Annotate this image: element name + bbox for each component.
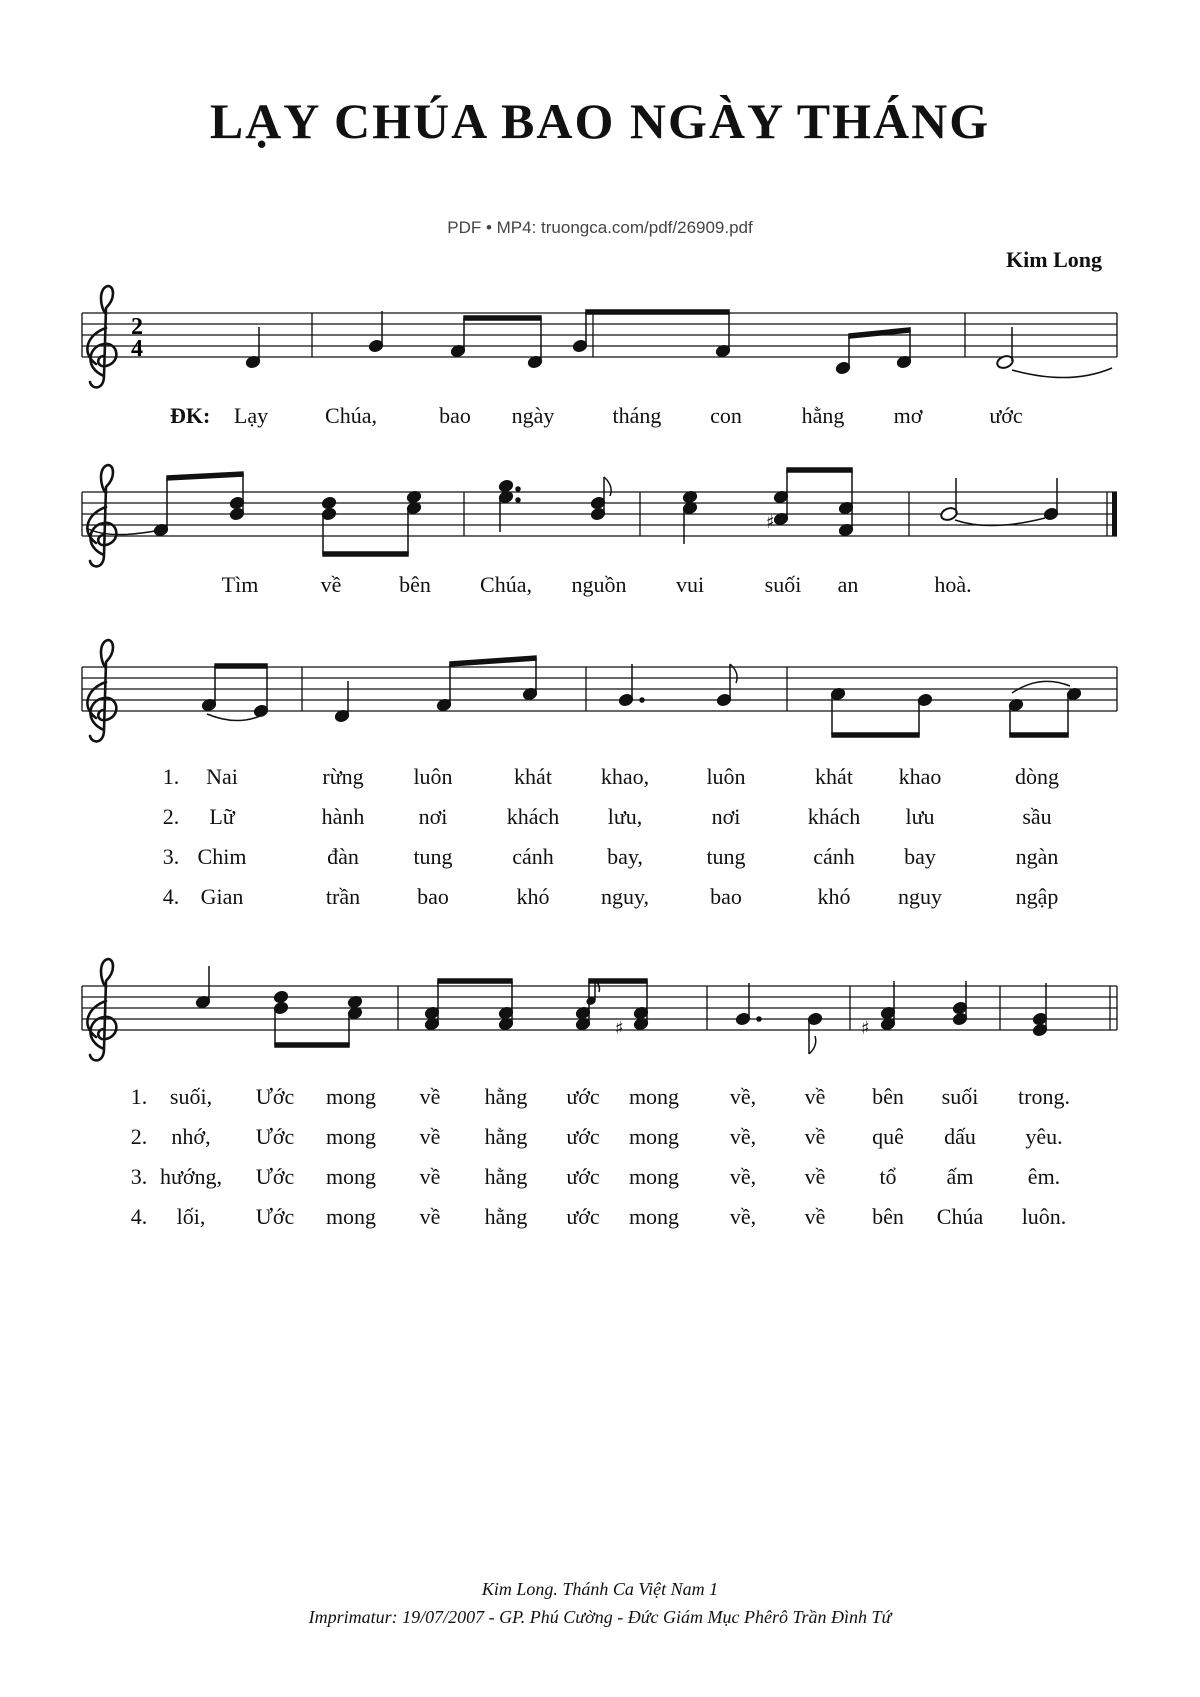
composer-name: Kim Long: [1006, 247, 1102, 272]
footer: [0, 1575, 1200, 1631]
lyric-word: nơi: [711, 804, 741, 829]
footer-imprimatur: Imprimatur: 19/07/2007 - GP. Phú Cường - Đức Giám Mục Phêrô Trần Đình Tứ: [308, 1607, 892, 1627]
lyric-word: về,: [729, 1084, 757, 1109]
lyric-word: về: [419, 1084, 441, 1109]
lyric-word: về: [804, 1164, 826, 1189]
lyric-word: cánh: [512, 844, 554, 869]
lyric-word: an: [837, 572, 859, 597]
lyric-word: trần: [325, 884, 361, 909]
lyric-word: suối: [941, 1084, 979, 1109]
treble-clef-2: [87, 465, 116, 566]
lyric-word: bay: [904, 844, 936, 869]
lyric-word: bên: [872, 1204, 904, 1229]
lyric-word: êm.: [1027, 1164, 1061, 1189]
lyric-word: Ước: [255, 1124, 295, 1149]
lyric-word: ước: [566, 1084, 600, 1109]
lyric-word: Lạy: [233, 403, 269, 428]
lyric-word: bay,: [607, 844, 643, 869]
lyric-word: ước: [566, 1204, 600, 1229]
treble-clef-3: [87, 640, 116, 741]
lyric-word: suối,: [169, 1084, 213, 1109]
lyric-word: lối,: [176, 1204, 206, 1229]
lyric-word: về: [320, 572, 342, 597]
lyric-word: mơ: [893, 403, 923, 428]
svg-text:♯: ♯: [766, 512, 775, 533]
source-link[interactable]: PDF • MP4: truongca.com/pdf/26909.pdf: [447, 218, 753, 237]
verse-number: 2.: [162, 804, 180, 829]
lyric-word: tung: [706, 844, 746, 869]
lyric-word: mong: [325, 1084, 377, 1109]
lyric-word: về: [419, 1164, 441, 1189]
treble-clef-1: [87, 286, 116, 387]
lyric-word: vui: [675, 572, 705, 597]
lyric-word: mong: [325, 1204, 377, 1229]
notes-system-4: [195, 966, 1048, 1054]
refrain-label: ĐK:: [170, 403, 211, 428]
lyric-word: đàn: [327, 844, 359, 869]
lyric-word: hướng,: [159, 1164, 223, 1189]
lyric-word: trong.: [1018, 1084, 1070, 1109]
lyric-word: mong: [628, 1084, 680, 1109]
lyric-word: Tìm: [221, 572, 259, 597]
verse-number: 1.: [130, 1084, 148, 1109]
lyric-word: nơi: [418, 804, 448, 829]
lyric-word: khát: [514, 764, 552, 789]
lyric-word: ước: [989, 403, 1023, 428]
time-sig-top: 2: [131, 314, 143, 340]
lyric-word: quê: [872, 1124, 904, 1149]
lyric-word: con: [710, 403, 742, 428]
lyric-word: khao: [898, 764, 942, 789]
lyric-word: về: [419, 1204, 441, 1229]
lyric-word: về,: [729, 1124, 757, 1149]
lyric-word: hằng: [484, 1124, 528, 1149]
lyric-word: bên: [399, 572, 431, 597]
lyric-word: nhớ,: [171, 1124, 211, 1149]
lyric-word: ước: [566, 1164, 600, 1189]
lyric-word: luôn: [706, 764, 746, 789]
lyric-word: tổ: [879, 1164, 897, 1189]
lyric-word: mong: [325, 1124, 377, 1149]
staff-system-1: [82, 313, 1117, 357]
lyric-word: dòng: [1015, 764, 1059, 789]
lyric-word: Lữ: [209, 804, 235, 829]
svg-text:♯: ♯: [615, 1018, 624, 1039]
lyric-word: khách: [506, 804, 560, 829]
lyric-word: bao: [417, 884, 449, 909]
lyric-word: mong: [628, 1164, 680, 1189]
staff-system-3: [82, 667, 1117, 711]
lyric-word: khó: [817, 884, 851, 909]
verse-number: 4.: [130, 1204, 148, 1229]
song-title: LẠY CHÚA BAO NGÀY THÁNG: [209, 93, 991, 149]
verse-number: 3.: [130, 1164, 148, 1189]
lyric-word: bên: [872, 1084, 904, 1109]
lyric-word: Chúa: [936, 1204, 984, 1229]
lyric-word: về: [804, 1204, 826, 1229]
lyric-word: Ước: [255, 1204, 295, 1229]
lyric-word: Chim: [197, 844, 247, 869]
lyric-word: hành: [321, 804, 365, 829]
lyric-word: dấu: [944, 1124, 976, 1149]
verse-number: 3.: [162, 844, 180, 869]
lyric-word: hằng: [801, 403, 845, 428]
lyric-word: lưu: [905, 804, 935, 829]
lyric-word: Ước: [255, 1084, 295, 1109]
lyric-word: ngàn: [1015, 844, 1059, 869]
notes-system-3: [201, 656, 1082, 737]
lyric-word: sầu: [1022, 804, 1052, 829]
lyric-word: rừng: [322, 764, 364, 789]
lyric-word: luôn.: [1021, 1204, 1067, 1229]
lyric-word: Ước: [255, 1164, 295, 1189]
lyric-word: khách: [807, 804, 861, 829]
notes-system-2: [86, 468, 1059, 556]
svg-text:♯: ♯: [861, 1018, 870, 1039]
lyric-word: hằng: [484, 1204, 528, 1229]
lyric-word: tung: [413, 844, 453, 869]
lyric-word: Chúa,: [480, 572, 532, 597]
lyric-word: nguy,: [600, 884, 650, 909]
footer-source: Kim Long. Thánh Ca Việt Nam 1: [481, 1579, 719, 1599]
lyric-word: hằng: [484, 1084, 528, 1109]
lyric-word: bao: [439, 403, 471, 428]
lyric-word: suối: [764, 572, 802, 597]
lyric-word: về: [419, 1124, 441, 1149]
lyric-word: về: [804, 1124, 826, 1149]
lyric-word: tháng: [612, 403, 662, 428]
notes-system-1: [245, 310, 1112, 378]
lyric-word: hoà.: [934, 572, 972, 597]
lyric-word: ấm: [946, 1164, 974, 1189]
lyric-word: yêu.: [1025, 1124, 1063, 1149]
lyric-word: về: [804, 1084, 826, 1109]
lyric-word: Nai: [206, 764, 238, 789]
lyric-word: về,: [729, 1204, 757, 1229]
lyric-word: Gian: [200, 884, 244, 909]
lyric-word: lưu,: [607, 804, 643, 829]
lyric-word: ngày: [511, 403, 555, 428]
lyric-word: khó: [516, 884, 550, 909]
lyric-word: cánh: [813, 844, 855, 869]
lyric-word: nguy: [898, 884, 942, 909]
verse-number: 4.: [162, 884, 180, 909]
lyric-word: bao: [710, 884, 742, 909]
verse-a-lyrics: [0, 764, 1200, 924]
lyric-word: luôn: [413, 764, 453, 789]
lyric-word: Chúa,: [325, 403, 377, 428]
lyric-word: khát: [815, 764, 853, 789]
lyric-word: mong: [628, 1204, 680, 1229]
lyric-word: ngập: [1015, 884, 1059, 909]
treble-clef-4: [87, 959, 116, 1060]
lyric-word: mong: [628, 1124, 680, 1149]
lyric-word: nguồn: [571, 572, 627, 597]
lyric-word: về,: [729, 1164, 757, 1189]
verse-number: 2.: [130, 1124, 148, 1149]
verse-number: 1.: [162, 764, 180, 789]
time-sig-bottom: 4: [131, 336, 143, 362]
verse-b-lyrics: [0, 1084, 1200, 1244]
lyric-word: mong: [325, 1164, 377, 1189]
lyric-word: ước: [566, 1124, 600, 1149]
lyric-word: khao,: [600, 764, 650, 789]
lyric-word: hằng: [484, 1164, 528, 1189]
